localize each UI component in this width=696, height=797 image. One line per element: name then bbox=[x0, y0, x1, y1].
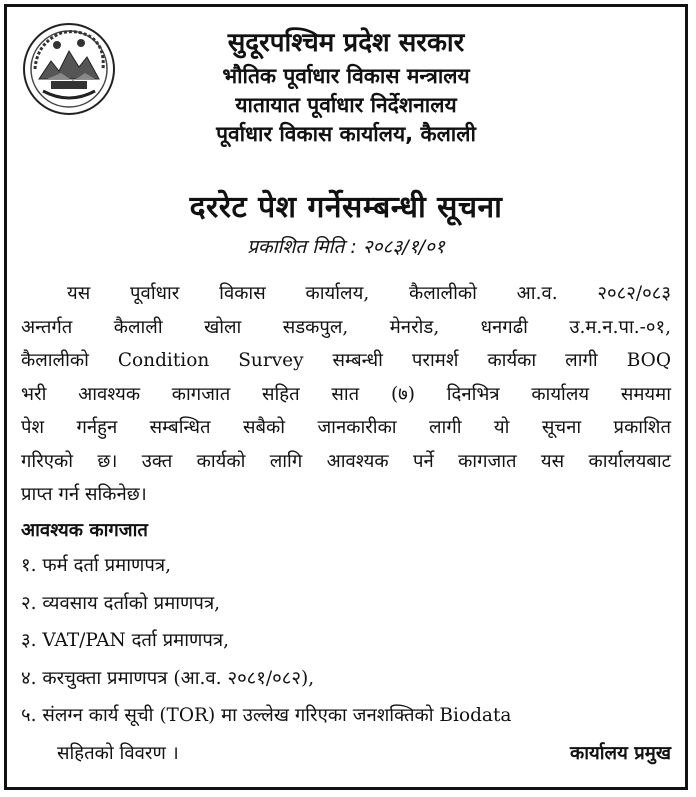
paragraph-line: यस पूर्वाधार विकास कार्यालय, कैलालीको आ.व. २०८२/०८३ bbox=[67, 283, 671, 304]
ministry-name: भौतिक पूर्वाधार विकास मन्त्रालय bbox=[222, 63, 470, 88]
paragraph-line: प्राप्त गर्न सकिनेछ। bbox=[21, 484, 147, 505]
published-date: प्रकाशित मिति : २०८३/१/०१ bbox=[247, 236, 445, 258]
list-item: ३. VAT/PAN दर्ता प्रमाणपत्र, bbox=[21, 630, 229, 651]
notice-title: दररेट पेश गर्नेसम्बन्धी सूचना bbox=[189, 190, 503, 225]
paragraph-line: कैलालीको Condition Survey सम्बन्धी परामर्श कार्यका लागी BOQ bbox=[21, 350, 671, 371]
requirements-list bbox=[21, 549, 671, 770]
notice-body bbox=[21, 277, 671, 774]
paragraph-line: अन्तर्गत कैलाली खोला सडकपुल, मेनरोड, धनगढी उ.म.न.पा.-०१, bbox=[21, 316, 671, 338]
list-item-continuation: सहितको विवरण । bbox=[57, 742, 179, 764]
notice-frame bbox=[4, 4, 688, 790]
list-item: २. व्यवसाय दर्ताको प्रमाणपत्र, bbox=[21, 592, 221, 614]
list-item: ४. करचुक्ता प्रमाणपत्र (आ.व. २०८१/०८२), bbox=[21, 667, 315, 689]
signature-block: कार्यालय प्रमुख bbox=[570, 742, 671, 764]
paragraph-line: भरी आवश्यक कागजात सहित सात (७) दिनभित्र कार्यालय समयमा bbox=[21, 383, 671, 405]
letterhead bbox=[7, 27, 685, 149]
paragraph-line: पेश गर्नहुन सम्बन्धित सबैको जानकारीका लागी यो सूचना प्रकाशित bbox=[21, 417, 671, 438]
list-item-continuation-row bbox=[21, 737, 671, 771]
directorate-name: यातायात पूर्वाधार निर्देशनालय bbox=[235, 93, 457, 118]
requirements-heading: आवश्यक कागजात bbox=[21, 519, 148, 541]
list-item: १. फर्म दर्ता प्रमाणपत्र, bbox=[21, 555, 171, 576]
paragraph-line: गरिएको छ। उक्त कार्यको लागि आवश्यक पर्ने कागजात यस कार्यालयबाट bbox=[21, 450, 671, 472]
list-item: ५. संलग्न कार्य सूची (TOR) मा उल्लेख गरिएका जनशक्तिको Biodata bbox=[21, 705, 512, 726]
notice-paragraph bbox=[21, 277, 671, 512]
government-name: सुदूरपश्चिम प्रदेश सरकार bbox=[227, 28, 465, 58]
office-name: पूर्वाधार विकास कार्यालय, कैलाली bbox=[216, 122, 476, 147]
